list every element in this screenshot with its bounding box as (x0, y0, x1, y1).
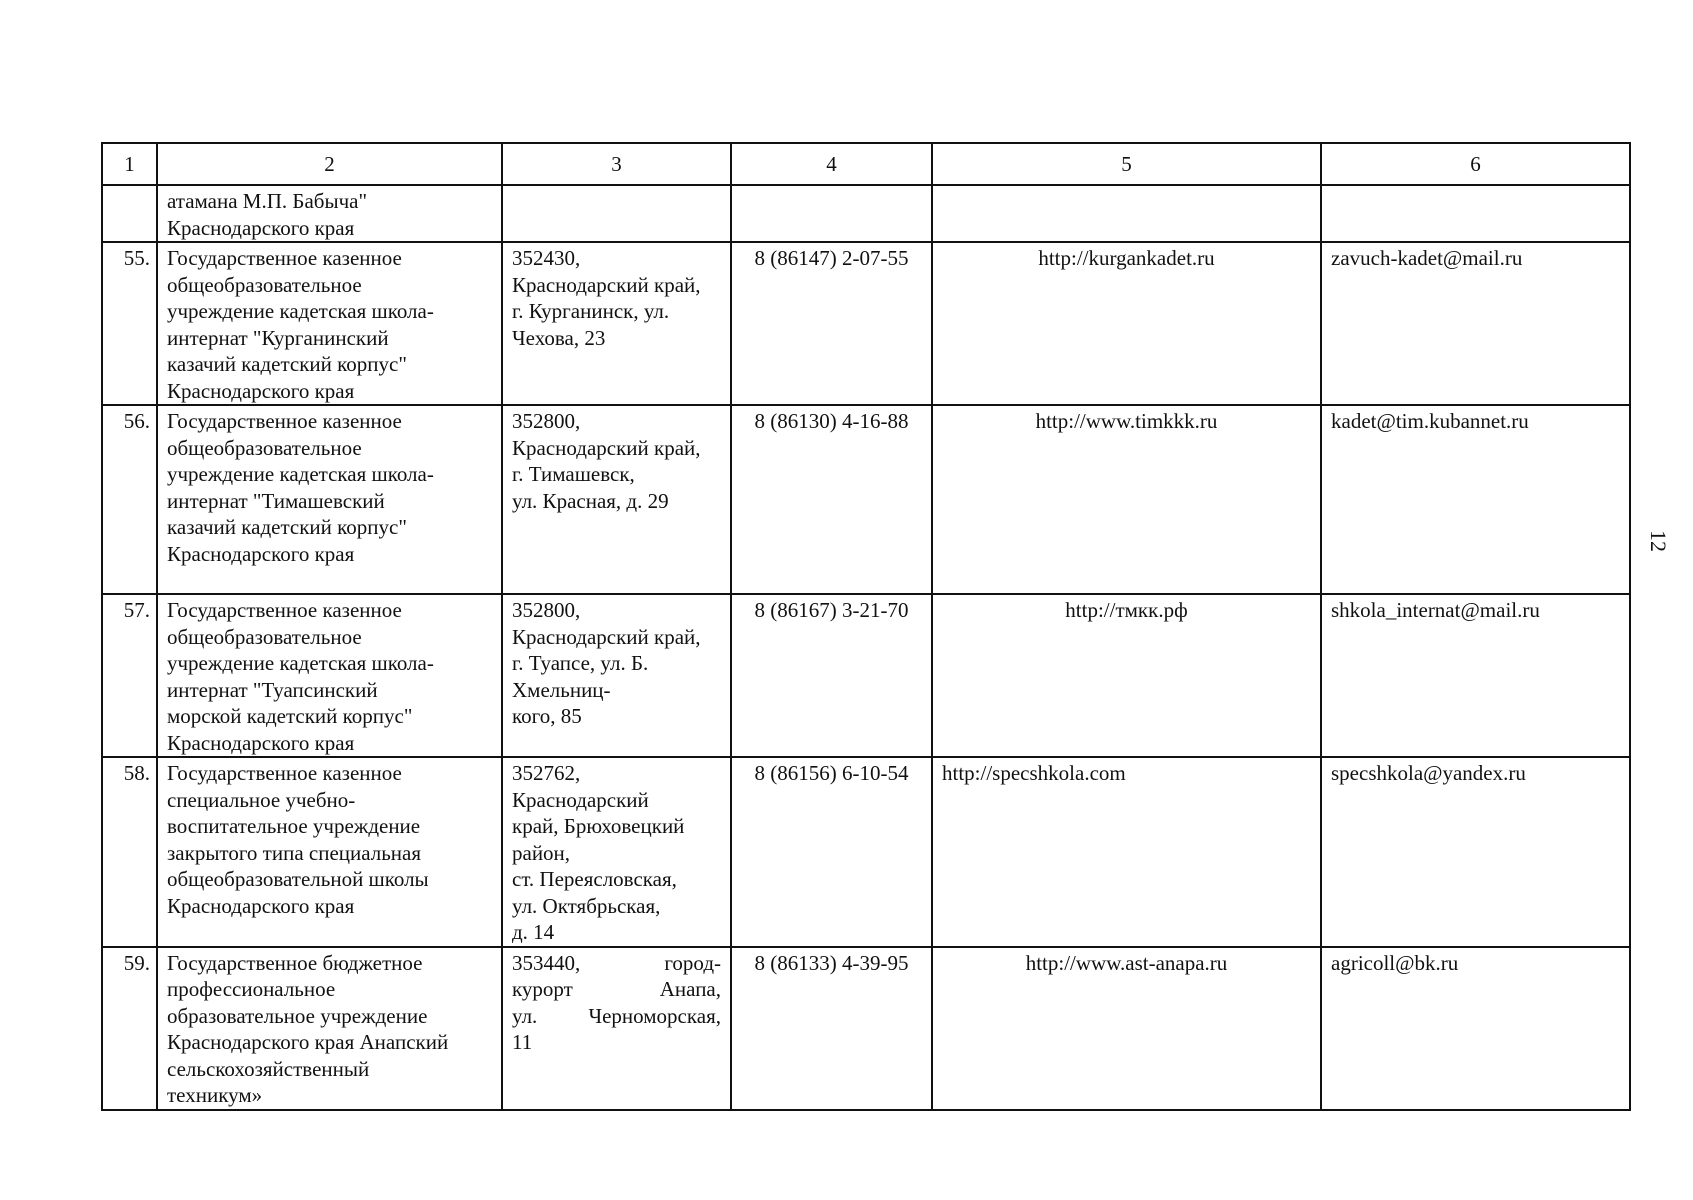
name-line: Краснодарского края (167, 541, 355, 566)
address-line: кого, 85 (512, 704, 582, 728)
name-line: Краснодарского края (167, 893, 355, 918)
phone: 8 (86130) 4-16-88 (731, 405, 932, 594)
address-line: д. 14 (512, 920, 555, 944)
name-line: образовательное учреждение (167, 1003, 428, 1028)
institution-name (157, 242, 502, 405)
table-row (102, 757, 1630, 947)
name-line: Краснодарского края (167, 215, 355, 240)
email (1321, 185, 1630, 242)
address-line: г. Курганинск, ул. (512, 299, 670, 323)
address-line: ул. Красная, д. 29 (512, 488, 669, 513)
address-line: край, Брюховецкий (512, 814, 685, 838)
name-line: специальное учебно- (167, 787, 356, 812)
website[interactable]: http://www.timkkk.ru (932, 405, 1321, 594)
institutions-table (101, 142, 1631, 1111)
row-number: 57. (102, 594, 157, 757)
name-line: учреждение кадетская школа- (167, 299, 434, 323)
address-line: 352800, (512, 409, 581, 433)
name-line: атамана М.П. Бабыча" (167, 189, 368, 213)
website (932, 185, 1321, 242)
address-line: Хмельниц- (512, 677, 611, 702)
address-line: 353440, город- (512, 950, 721, 975)
name-line: воспитательное учреждение (167, 814, 421, 838)
address-line: 352800, (512, 598, 581, 622)
table-row (102, 242, 1630, 405)
email[interactable]: shkola_internat@mail.ru (1321, 594, 1630, 757)
row-number: 58. (102, 757, 157, 947)
email[interactable]: specshkola@yandex.ru (1321, 757, 1630, 947)
name-line: Государственное казенное (167, 761, 402, 785)
address-line: Краснодарский край, (512, 435, 701, 460)
name-line: общеобразовательное (167, 435, 362, 460)
row-number: 55. (102, 242, 157, 405)
phone: 8 (86147) 2-07-55 (731, 242, 932, 405)
phone: 8 (86133) 4-39-95 (731, 947, 932, 1110)
address-line: Краснодарский (512, 787, 649, 812)
name-line: учреждение кадетская школа- (167, 651, 434, 675)
header-cell-2: 2 (157, 143, 502, 185)
email[interactable]: kadet@tim.kubannet.ru (1321, 405, 1630, 594)
address-line: 352762, (512, 761, 581, 785)
website[interactable]: http://specshkola.com (932, 757, 1321, 947)
name-line: интернат "Тимашевский (167, 488, 385, 513)
email[interactable]: agricoll@bk.ru (1321, 947, 1630, 1110)
phone (731, 185, 932, 242)
name-line: техникум» (167, 1083, 263, 1107)
address-line: 11 (512, 1030, 533, 1054)
address (502, 242, 731, 405)
header-cell-1: 1 (102, 143, 157, 185)
name-line: профессиональное (167, 977, 336, 1001)
email[interactable]: zavuch-kadet@mail.ru (1321, 242, 1630, 405)
name-line: Краснодарского края (167, 378, 355, 403)
address-line: Краснодарский край, (512, 624, 701, 649)
institution-name (157, 185, 502, 242)
name-line: общеобразовательной школы (167, 867, 429, 891)
institution-name (157, 757, 502, 947)
name-line: морской кадетский корпус" (167, 704, 413, 728)
header-cell-4: 4 (731, 143, 932, 185)
address-line: г. Туапсе, ул. Б. (512, 651, 649, 675)
address-line: г. Тимашевск, (512, 462, 635, 486)
address-line: ул. Черноморская, (512, 1003, 721, 1028)
name-line: Государственное казенное (167, 409, 402, 433)
address (502, 405, 731, 594)
name-line: Государственное казенное (167, 598, 402, 622)
table-row (102, 947, 1630, 1110)
website[interactable]: http://тмкк.рф (932, 594, 1321, 757)
phone: 8 (86167) 3-21-70 (731, 594, 932, 757)
address (502, 594, 731, 757)
name-line: общеобразовательное (167, 272, 362, 297)
address-line: район, (512, 840, 571, 865)
name-line: учреждение кадетская школа- (167, 462, 434, 486)
address-line: Краснодарский край, (512, 272, 701, 297)
institution-name (157, 405, 502, 594)
address (502, 947, 731, 1110)
table-row (102, 405, 1630, 594)
website[interactable]: http://kurgankadet.ru (932, 242, 1321, 405)
address (502, 757, 731, 947)
institution-name (157, 594, 502, 757)
address-line: 352430, (512, 246, 581, 270)
name-line: Государственное бюджетное (167, 950, 423, 975)
row-number: 56. (102, 405, 157, 594)
name-line: Краснодарского края (167, 730, 355, 755)
table-row-continuation (102, 185, 1630, 242)
name-line: интернат "Курганинский (167, 325, 389, 350)
address-line: Чехова, 23 (512, 325, 606, 350)
name-line: сельскохозяйственный (167, 1056, 370, 1081)
name-line: закрытого типа специальная (167, 840, 422, 865)
name-line: общеобразовательное (167, 624, 362, 649)
address-line: курорт Анапа, (512, 977, 721, 1001)
institution-name (157, 947, 502, 1110)
phone: 8 (86156) 6-10-54 (731, 757, 932, 947)
address-line: ст. Переясловская, (512, 867, 677, 891)
name-line: казачий кадетский корпус" (167, 515, 407, 539)
page-number: 12 (1646, 530, 1671, 552)
header-cell-6: 6 (1321, 143, 1630, 185)
table-header-row (102, 143, 1630, 185)
name-line: казачий кадетский корпус" (167, 352, 407, 376)
address-line: ул. Октябрьская, (512, 893, 661, 918)
row-number: 59. (102, 947, 157, 1110)
header-cell-5: 5 (932, 143, 1321, 185)
website[interactable]: http://www.ast-anapa.ru (932, 947, 1321, 1110)
name-line: интернат "Туапсинский (167, 677, 378, 702)
row-number (102, 185, 157, 242)
name-line: Краснодарского края Анапский (167, 1030, 449, 1054)
address (502, 185, 731, 242)
name-line: Государственное казенное (167, 246, 402, 270)
header-cell-3: 3 (502, 143, 731, 185)
table-row (102, 594, 1630, 757)
